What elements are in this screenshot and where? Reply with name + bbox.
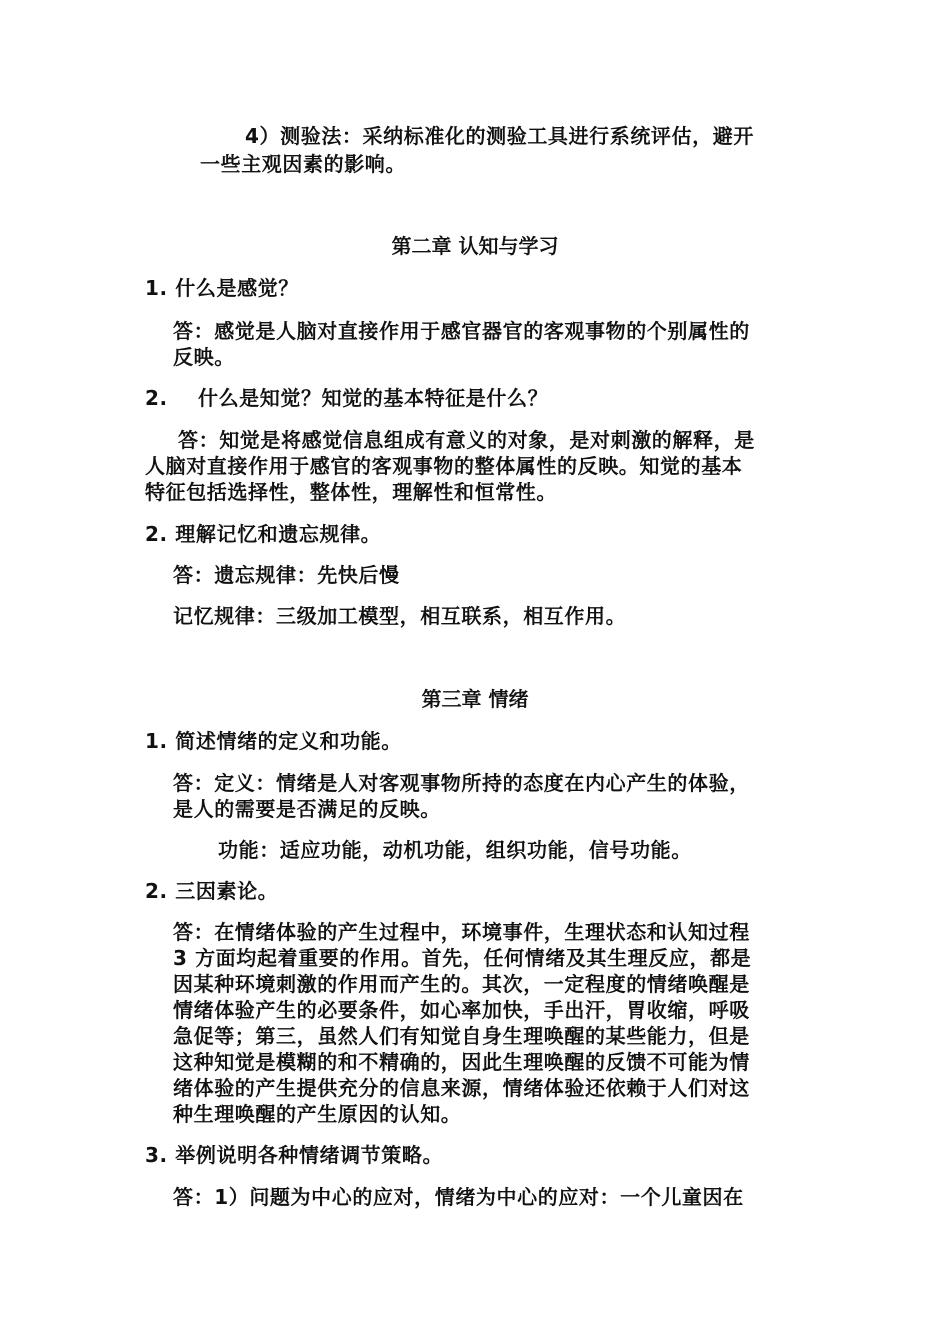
ch2-answer-3-line-1: 答：遗忘规律：先快后慢 bbox=[173, 563, 400, 587]
chapter3-title: 第三章 情绪 bbox=[421, 687, 529, 711]
top-item-line-2: 一些主观因素的影响。 bbox=[200, 152, 406, 176]
ch2-question-1: 1. 什么是感觉？ bbox=[145, 276, 299, 300]
ch3-answer-3-line-1: 答：1）问题为中心的应对，情绪为中心的应对：一个儿童因在 bbox=[173, 1185, 744, 1209]
ch3-answer-2-line: 答：在情绪体验的产生过程中，环境事件，生理状态和认知过程 bbox=[173, 920, 750, 944]
ch3-answer-2-line: 绪体验的产生提供充分的信息来源，情绪体验还依赖于人们对这 bbox=[173, 1076, 750, 1100]
ch3-answer-1-line-1: 答：定义：情绪是人对客观事物所持的态度在内心产生的体验， bbox=[173, 771, 750, 795]
ch2-answer-3-line-2: 记忆规律：三级加工模型，相互联系，相互作用。 bbox=[173, 604, 627, 628]
ch3-answer-2-line: 因某种环境刺激的作用而产生的。其次，一定程度的情绪唤醒是 bbox=[173, 972, 750, 996]
ch3-answer-2-line: 种生理唤醒的产生原因的认知。 bbox=[173, 1102, 462, 1126]
ch2-answer-2-line-1: 答：知觉是将感觉信息组成有意义的对象，是对刺激的解释，是 bbox=[178, 428, 755, 452]
ch2-question-3: 2. 理解记忆和遗忘规律。 bbox=[145, 522, 382, 546]
ch2-answer-1-line-2: 反映。 bbox=[173, 345, 235, 369]
top-item-line-1: 4）测验法：采纳标准化的测验工具进行系统评估，避开 bbox=[245, 124, 754, 148]
ch3-answer-2-line: 急促等；第三，虽然人们有知觉自身生理唤醒的某些能力，但是 bbox=[173, 1024, 750, 1048]
ch3-answer-2-line: 情绪体验产生的必要条件，如心率加快，手出汗，胃收缩，呼吸 bbox=[173, 998, 750, 1022]
ch3-answer-2-line: 这种知觉是模糊的和不精确的，因此生理唤醒的反馈不可能为情 bbox=[173, 1050, 750, 1074]
ch2-answer-1-line-1: 答：感觉是人脑对直接作用于感官器官的客观事物的个别属性的 bbox=[173, 319, 750, 343]
ch3-answer-2-line: 3 方面均起着重要的作用。首先，任何情绪及其生理反应，都是 bbox=[173, 946, 752, 970]
ch3-question-1: 1. 简述情绪的定义和功能。 bbox=[145, 729, 402, 753]
ch3-answer-1-line-3: 功能：适应功能，动机功能，组织功能，信号功能。 bbox=[218, 838, 692, 862]
chapter2-title: 第二章 认知与学习 bbox=[391, 234, 559, 258]
ch3-question-3: 3. 举例说明各种情绪调节策略。 bbox=[145, 1143, 444, 1167]
ch2-answer-2-line-3: 特征包括选择性，整体性，理解性和恒常性。 bbox=[145, 480, 557, 504]
ch3-question-2: 2. 三因素论。 bbox=[145, 879, 279, 903]
ch2-question-2: 2. 什么是知觉？知觉的基本特征是什么？ bbox=[145, 386, 549, 410]
ch3-answer-1-line-2: 是人的需要是否满足的反映。 bbox=[173, 797, 441, 821]
ch2-answer-2-line-2: 人脑对直接作用于感官的客观事物的整体属性的反映。知觉的基本 bbox=[145, 454, 743, 478]
